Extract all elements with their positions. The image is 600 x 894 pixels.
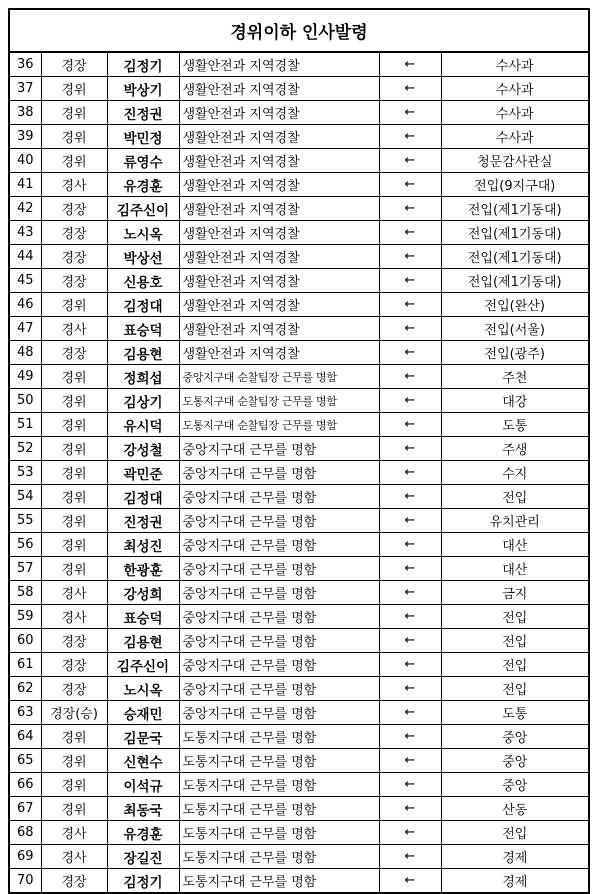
rank-cell: 경위 [41,101,107,125]
previous-post-cell: 대산 [441,557,589,581]
new-post-cell: 도통지구대 근무를 명함 [179,869,379,894]
row-number: 43 [9,221,41,245]
previous-post-cell: 산동 [441,797,589,821]
row-number: 63 [9,701,41,725]
row-number: 45 [9,269,41,293]
row-number: 54 [9,485,41,509]
rank-cell: 경장 [41,653,107,677]
table-row [9,269,589,293]
table-row [9,173,589,197]
row-number: 36 [9,53,41,77]
arrow-cell: ← [379,317,441,341]
name-cell: 곽민준 [107,461,179,485]
rank-cell: 경위 [41,365,107,389]
name-cell: 강성철 [107,437,179,461]
rank-cell: 경위 [41,125,107,149]
table-row [9,461,589,485]
table-row [9,125,589,149]
table-row [9,197,589,221]
new-post-cell: 생활안전과 지역경찰 [179,125,379,149]
name-cell: 진정권 [107,509,179,533]
arrow-cell: ← [379,605,441,629]
previous-post-cell: 전입 [441,629,589,653]
name-cell: 노시옥 [107,677,179,701]
arrow-cell: ← [379,437,441,461]
new-post-cell: 도통지구대 근무를 명함 [179,725,379,749]
previous-post-cell: 도통 [441,413,589,437]
previous-post-cell: 수사과 [441,125,589,149]
new-post-cell: 생활안전과 지역경찰 [179,197,379,221]
previous-post-cell: 주천 [441,365,589,389]
arrow-cell: ← [379,389,441,413]
new-post-cell: 중앙지구대 근무를 명함 [179,677,379,701]
row-number: 49 [9,365,41,389]
arrow-cell: ← [379,221,441,245]
row-number: 42 [9,197,41,221]
rank-cell: 경장 [41,245,107,269]
personnel-rows [9,53,589,894]
rank-cell: 경위 [41,749,107,773]
table-row [9,845,589,869]
new-post-cell: 생활안전과 지역경찰 [179,173,379,197]
table-row [9,293,589,317]
name-cell: 김용현 [107,629,179,653]
name-cell: 김문국 [107,725,179,749]
table-row [9,101,589,125]
rank-cell: 경위 [41,773,107,797]
name-cell: 최성진 [107,533,179,557]
name-cell: 장길진 [107,845,179,869]
row-number: 39 [9,125,41,149]
rank-cell: 경위 [41,293,107,317]
name-cell: 유시덕 [107,413,179,437]
previous-post-cell: 전입(제1기동대) [441,197,589,221]
new-post-cell: 도통지구대 근무를 명함 [179,797,379,821]
new-post-cell: 생활안전과 지역경찰 [179,245,379,269]
previous-post-cell: 수사과 [441,77,589,101]
new-post-cell: 중앙지구대 근무를 명함 [179,629,379,653]
new-post-cell: 중앙지구대 근무를 명함 [179,461,379,485]
table-row [9,485,589,509]
row-number: 68 [9,821,41,845]
rank-cell: 경위 [41,485,107,509]
rank-cell: 경위 [41,413,107,437]
name-cell: 승재민 [107,701,179,725]
row-number: 53 [9,461,41,485]
new-post-cell: 생활안전과 지역경찰 [179,317,379,341]
arrow-cell: ← [379,797,441,821]
name-cell: 박상선 [107,245,179,269]
arrow-cell: ← [379,677,441,701]
new-post-cell: 도통지구대 근무를 명함 [179,749,379,773]
new-post-cell: 도통지구대 순찰팀장 근무를 명함 [179,389,379,413]
rank-cell: 경위 [41,725,107,749]
previous-post-cell: 대산 [441,533,589,557]
rank-cell: 경위 [41,797,107,821]
rank-cell: 경장 [41,221,107,245]
arrow-cell: ← [379,77,441,101]
table-row [9,797,589,821]
name-cell: 이석규 [107,773,179,797]
name-cell: 정희섭 [107,365,179,389]
name-cell: 김상기 [107,389,179,413]
previous-post-cell: 청문감사관실 [441,149,589,173]
name-cell: 김주신이 [107,653,179,677]
new-post-cell: 중앙지구대 순찰팀장 근무를 명함 [179,365,379,389]
row-number: 47 [9,317,41,341]
new-post-cell: 중앙지구대 근무를 명함 [179,605,379,629]
arrow-cell: ← [379,869,441,894]
previous-post-cell: 중앙 [441,773,589,797]
table-row [9,245,589,269]
rank-cell: 경장 [41,677,107,701]
rank-cell: 경사 [41,173,107,197]
rank-cell: 경장 [41,869,107,894]
new-post-cell: 도통지구대 근무를 명함 [179,845,379,869]
previous-post-cell: 중앙 [441,749,589,773]
table-row [9,821,589,845]
table-row [9,413,589,437]
arrow-cell: ← [379,293,441,317]
sheet-title: 경위이하 인사발령 [8,8,590,52]
new-post-cell: 생활안전과 지역경찰 [179,341,379,365]
new-post-cell: 생활안전과 지역경찰 [179,53,379,77]
previous-post-cell: 도통 [441,701,589,725]
previous-post-cell: 전입 [441,485,589,509]
name-cell: 류영수 [107,149,179,173]
arrow-cell: ← [379,413,441,437]
arrow-cell: ← [379,245,441,269]
row-number: 56 [9,533,41,557]
name-cell: 노시옥 [107,221,179,245]
name-cell: 표승덕 [107,317,179,341]
rank-cell: 경위 [41,461,107,485]
arrow-cell: ← [379,197,441,221]
table-row [9,773,589,797]
previous-post-cell: 경제 [441,869,589,894]
arrow-cell: ← [379,269,441,293]
previous-post-cell: 수지 [441,461,589,485]
table-row [9,869,589,894]
table-row [9,677,589,701]
new-post-cell: 중앙지구대 근무를 명함 [179,509,379,533]
previous-post-cell: 전입 [441,653,589,677]
rank-cell: 경위 [41,509,107,533]
rank-cell: 경위 [41,437,107,461]
rank-cell: 경위 [41,149,107,173]
name-cell: 신현수 [107,749,179,773]
name-cell: 김정기 [107,869,179,894]
row-number: 57 [9,557,41,581]
new-post-cell: 도통지구대 순찰팀장 근무를 명함 [179,413,379,437]
previous-post-cell: 주생 [441,437,589,461]
rank-cell: 경장 [41,629,107,653]
row-number: 62 [9,677,41,701]
previous-post-cell: 전입(완산) [441,293,589,317]
previous-post-cell: 수사과 [441,101,589,125]
name-cell: 김용현 [107,341,179,365]
row-number: 58 [9,581,41,605]
arrow-cell: ← [379,341,441,365]
arrow-cell: ← [379,365,441,389]
rank-cell: 경사 [41,581,107,605]
name-cell: 김주신이 [107,197,179,221]
table-row [9,53,589,77]
rank-cell: 경사 [41,605,107,629]
row-number: 44 [9,245,41,269]
previous-post-cell: 전입 [441,821,589,845]
previous-post-cell: 전입(제1기동대) [441,269,589,293]
arrow-cell: ← [379,701,441,725]
rank-cell: 경장 [41,341,107,365]
table-row [9,149,589,173]
name-cell: 진정권 [107,101,179,125]
rank-cell: 경위 [41,389,107,413]
row-number: 50 [9,389,41,413]
personnel-table [8,52,590,894]
row-number: 67 [9,797,41,821]
new-post-cell: 중앙지구대 근무를 명함 [179,653,379,677]
name-cell: 유경훈 [107,821,179,845]
new-post-cell: 생활안전과 지역경찰 [179,269,379,293]
row-number: 51 [9,413,41,437]
arrow-cell: ← [379,581,441,605]
row-number: 41 [9,173,41,197]
table-row [9,389,589,413]
name-cell: 한광훈 [107,557,179,581]
table-row [9,509,589,533]
arrow-cell: ← [379,461,441,485]
table-row [9,533,589,557]
arrow-cell: ← [379,509,441,533]
previous-post-cell: 전입 [441,605,589,629]
arrow-cell: ← [379,845,441,869]
rank-cell: 경장 [41,53,107,77]
row-number: 64 [9,725,41,749]
table-row [9,365,589,389]
arrow-cell: ← [379,53,441,77]
new-post-cell: 중앙지구대 근무를 명함 [179,533,379,557]
name-cell: 강성희 [107,581,179,605]
table-row [9,605,589,629]
arrow-cell: ← [379,485,441,509]
arrow-cell: ← [379,773,441,797]
row-number: 59 [9,605,41,629]
row-number: 69 [9,845,41,869]
row-number: 60 [9,629,41,653]
row-number: 48 [9,341,41,365]
new-post-cell: 중앙지구대 근무를 명함 [179,581,379,605]
arrow-cell: ← [379,533,441,557]
row-number: 65 [9,749,41,773]
row-number: 37 [9,77,41,101]
arrow-cell: ← [379,821,441,845]
previous-post-cell: 유치관리 [441,509,589,533]
rank-cell: 경사 [41,821,107,845]
new-post-cell: 생활안전과 지역경찰 [179,293,379,317]
new-post-cell: 중앙지구대 근무를 명함 [179,557,379,581]
name-cell: 김정기 [107,53,179,77]
previous-post-cell: 중앙 [441,725,589,749]
table-row [9,629,589,653]
table-row [9,341,589,365]
table-row [9,557,589,581]
new-post-cell: 생활안전과 지역경찰 [179,221,379,245]
table-row [9,221,589,245]
row-number: 70 [9,869,41,894]
table-row [9,725,589,749]
arrow-cell: ← [379,149,441,173]
row-number: 52 [9,437,41,461]
table-row [9,581,589,605]
row-number: 46 [9,293,41,317]
name-cell: 김정대 [107,485,179,509]
rank-cell: 경위 [41,557,107,581]
table-row [9,653,589,677]
rank-cell: 경사 [41,845,107,869]
name-cell: 유경훈 [107,173,179,197]
previous-post-cell: 전입(9지구대) [441,173,589,197]
new-post-cell: 생활안전과 지역경찰 [179,101,379,125]
previous-post-cell: 전입(서울) [441,317,589,341]
previous-post-cell: 전입(제1기동대) [441,221,589,245]
rank-cell: 경위 [41,533,107,557]
new-post-cell: 생활안전과 지역경찰 [179,77,379,101]
arrow-cell: ← [379,101,441,125]
rank-cell: 경장 [41,197,107,221]
row-number: 61 [9,653,41,677]
rank-cell: 경장(승) [41,701,107,725]
table-row [9,437,589,461]
arrow-cell: ← [379,749,441,773]
previous-post-cell: 전입 [441,677,589,701]
table-row [9,749,589,773]
new-post-cell: 중앙지구대 근무를 명함 [179,485,379,509]
arrow-cell: ← [379,629,441,653]
arrow-cell: ← [379,557,441,581]
new-post-cell: 중앙지구대 근무를 명함 [179,701,379,725]
new-post-cell: 중앙지구대 근무를 명함 [179,437,379,461]
arrow-cell: ← [379,173,441,197]
previous-post-cell: 전입(광주) [441,341,589,365]
name-cell: 최동국 [107,797,179,821]
previous-post-cell: 대강 [441,389,589,413]
new-post-cell: 도통지구대 근무를 명함 [179,773,379,797]
previous-post-cell: 수사과 [441,53,589,77]
row-number: 66 [9,773,41,797]
table-row [9,77,589,101]
arrow-cell: ← [379,725,441,749]
table-row [9,317,589,341]
name-cell: 박민정 [107,125,179,149]
name-cell: 김정대 [107,293,179,317]
new-post-cell: 도통지구대 근무를 명함 [179,821,379,845]
previous-post-cell: 금지 [441,581,589,605]
name-cell: 표승덕 [107,605,179,629]
new-post-cell: 생활안전과 지역경찰 [179,149,379,173]
rank-cell: 경위 [41,77,107,101]
rank-cell: 경사 [41,317,107,341]
row-number: 40 [9,149,41,173]
previous-post-cell: 경제 [441,845,589,869]
name-cell: 박상기 [107,77,179,101]
rank-cell: 경장 [41,269,107,293]
arrow-cell: ← [379,125,441,149]
previous-post-cell: 전입(제1기동대) [441,245,589,269]
table-row [9,701,589,725]
arrow-cell: ← [379,653,441,677]
row-number: 55 [9,509,41,533]
row-number: 38 [9,101,41,125]
personnel-sheet [8,8,590,894]
name-cell: 신용호 [107,269,179,293]
